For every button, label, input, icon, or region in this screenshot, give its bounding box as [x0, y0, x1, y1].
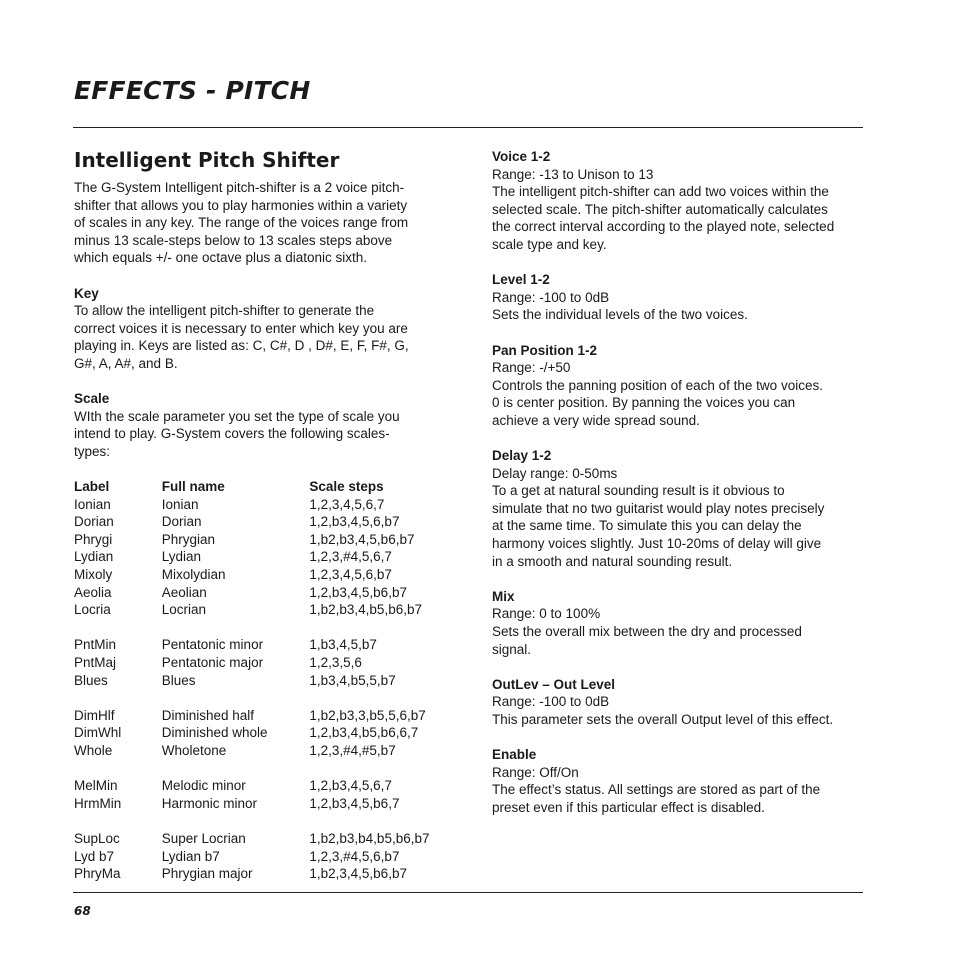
- intro-line: The G-System Intelligent pitch-shifter is a 2 voice pitch-: [74, 180, 405, 195]
- cell-scale-steps: 1,2,3,#4,5,6,b7: [309, 848, 400, 864]
- table-row: [74, 619, 449, 637]
- delay-line: simulate that no two guitarist would play notes precisely: [492, 500, 825, 516]
- level-line: Sets the individual levels of the two voices.: [492, 307, 748, 323]
- voice-line: scale type and key.: [492, 236, 607, 252]
- pan-line: Controls the panning position of each of the two voices.: [492, 377, 823, 393]
- right-column: [492, 148, 872, 817]
- outlev-line: This parameter sets the overall Output level of this effect.: [492, 712, 834, 727]
- cell-label: Whole: [74, 743, 113, 758]
- enable-line: preset even if this particular effect is disabled.: [492, 799, 765, 815]
- cell-scale-steps: [309, 689, 449, 707]
- scale-heading: Scale: [74, 391, 110, 407]
- cell-scale-steps: 1,b3,4,5,b7: [309, 637, 377, 653]
- cell-scale-steps: 1,b2,3,4,5,b6,b7: [309, 866, 407, 882]
- cell-label: Phrygi: [74, 531, 113, 547]
- table-row: [74, 742, 449, 760]
- table-row: [74, 865, 449, 883]
- cell-scale-steps: 1,2,b3,4,b5,b6,6,7: [309, 725, 419, 741]
- scale-table: [74, 478, 449, 883]
- cell-full-name: Mixolydian: [161, 567, 226, 583]
- outlev-line: Range: -100 to 0dB: [492, 694, 610, 710]
- mix-line: signal.: [492, 641, 532, 657]
- cell-scale-steps: [309, 812, 449, 830]
- cell-full-name: Phrygian major: [161, 866, 253, 882]
- cell-full-name: Diminished half: [161, 707, 255, 723]
- cell-label: PhryMa: [74, 866, 121, 882]
- intro-paragraph: [74, 179, 449, 267]
- key-line: correct voices it is necessary to enter which key you are: [74, 320, 408, 336]
- cell-full-name: Lydian b7: [161, 848, 220, 864]
- cell-full-name: [162, 689, 310, 707]
- key-heading: Key: [74, 285, 99, 301]
- cell-full-name: Melodic minor: [161, 778, 246, 794]
- table-row: [74, 636, 449, 654]
- voice-line: Range: -13 to Unison to 13: [492, 166, 654, 182]
- outlev-section: [492, 676, 872, 729]
- cell-full-name: [162, 760, 310, 778]
- voice-line: selected scale. The pitch-shifter automatically calculates: [492, 201, 828, 217]
- header-label: Label: [74, 479, 110, 495]
- cell-full-name: Ionian: [161, 496, 199, 512]
- mix-line: Range: 0 to 100%: [492, 606, 601, 622]
- mix-heading: Mix: [492, 588, 515, 604]
- cell-label: [74, 619, 162, 637]
- cell-full-name: Harmonic minor: [161, 795, 258, 811]
- cell-scale-steps: 1,2,3,4,5,6,b7: [309, 567, 392, 583]
- enable-heading: Enable: [492, 747, 537, 763]
- cell-scale-steps: 1,2,b3,4,5,6,7: [309, 778, 392, 794]
- cell-full-name: Super Locrian: [161, 830, 246, 846]
- table-row: [74, 848, 449, 866]
- cell-full-name: [162, 812, 310, 830]
- pan-line: 0 is center position. By panning the voices you can: [492, 395, 796, 411]
- voice-section: [492, 148, 872, 254]
- delay-heading: Delay 1-2: [492, 448, 552, 464]
- header-divider: [73, 127, 863, 128]
- cell-label: [74, 760, 162, 778]
- cell-scale-steps: 1,2,3,4,5,6,7: [309, 496, 385, 512]
- delay-line: To a get at natural sounding result is it obvious to: [492, 483, 785, 499]
- scale-line: intend to play. G-System covers the following scales-: [74, 426, 390, 442]
- header-scale-steps: Scale steps: [309, 479, 384, 495]
- cell-scale-steps: 1,2,3,#4,#5,b7: [309, 743, 396, 758]
- cell-scale-steps: [309, 619, 449, 637]
- delay-line: at the same time. To simulate this you can delay the: [492, 518, 802, 534]
- key-line: To allow the intelligent pitch-shifter to generate the: [74, 303, 375, 319]
- cell-scale-steps: [309, 760, 449, 778]
- cell-full-name: Aeolian: [161, 584, 207, 600]
- mix-section: [492, 588, 872, 658]
- cell-label: HrmMin: [74, 795, 122, 811]
- key-section: [74, 285, 449, 373]
- cell-full-name: Phrygian: [161, 531, 216, 547]
- cell-label: Dorian: [74, 514, 114, 530]
- key-line: G#, A, A#, and B.: [74, 355, 178, 371]
- cell-label: Lydian: [74, 549, 114, 565]
- table-row: [74, 707, 449, 725]
- table-row: [74, 548, 449, 566]
- delay-line: harmony voices slightly. Just 10-20ms of delay will give: [492, 536, 822, 552]
- pan-heading: Pan Position 1-2: [492, 342, 598, 358]
- mix-line: Sets the overall mix between the dry and processed: [492, 624, 802, 640]
- level-heading: Level 1-2: [492, 272, 550, 288]
- table-row: [74, 584, 449, 602]
- cell-scale-steps: 1,2,3,#4,5,6,7: [309, 549, 392, 565]
- table-body: [74, 496, 449, 883]
- table-row: [74, 601, 449, 619]
- voice-heading: Voice 1-2: [492, 149, 551, 164]
- cell-label: DimHlf: [74, 707, 115, 723]
- cell-full-name: Blues: [161, 672, 196, 688]
- cell-full-name: Wholetone: [161, 743, 227, 758]
- table-row: [74, 724, 449, 742]
- delay-line: Delay range: 0-50ms: [492, 465, 618, 481]
- level-line: Range: -100 to 0dB: [492, 289, 610, 305]
- cell-label: Blues: [74, 672, 108, 688]
- intro-line: of scales in any key. The range of the voices range from: [74, 215, 409, 231]
- table-row: [74, 654, 449, 672]
- table-row: [74, 830, 449, 848]
- scale-section: [74, 390, 449, 460]
- table-row: [74, 760, 449, 778]
- section-title: Intelligent Pitch Shifter: [74, 148, 340, 172]
- cell-scale-steps: 1,b2,b3,4,b5,b6,b7: [309, 602, 422, 618]
- table-row: [74, 795, 449, 813]
- cell-full-name: Dorian: [161, 514, 202, 530]
- cell-scale-steps: 1,b2,b3,3,b5,5,6,b7: [309, 707, 426, 723]
- table-row: [74, 672, 449, 690]
- key-line: playing in. Keys are listed as: C, C#, D , D#, E, F, F#, G,: [74, 338, 409, 354]
- table-row: [74, 777, 449, 795]
- cell-label: Locria: [74, 602, 111, 618]
- table-row: [74, 496, 449, 514]
- cell-full-name: Lydian: [161, 549, 202, 565]
- cell-label: MelMin: [74, 778, 118, 794]
- table-row: [74, 689, 449, 707]
- cell-label: SupLoc: [74, 830, 120, 846]
- cell-label: DimWhl: [74, 725, 122, 741]
- cell-label: [74, 812, 162, 830]
- enable-section: [492, 746, 872, 816]
- table-row: [74, 513, 449, 531]
- enable-line: The effect’s status. All settings are stored as part of the: [492, 782, 821, 798]
- cell-scale-steps: 1,2,b3,4,5,b6,b7: [309, 584, 407, 600]
- left-column: [74, 147, 449, 883]
- cell-scale-steps: 1,b2,b3,b4,b5,b6,b7: [309, 830, 430, 846]
- level-section: [492, 271, 872, 324]
- cell-scale-steps: 1,b2,b3,4,5,b6,b7: [309, 531, 415, 547]
- table-row: [74, 531, 449, 549]
- cell-label: PntMin: [74, 637, 117, 653]
- page-title: EFFECTS - PITCH: [74, 76, 311, 105]
- page-number: 68: [74, 904, 91, 918]
- cell-label: Lyd b7: [74, 848, 115, 864]
- table-row: [74, 566, 449, 584]
- cell-full-name: Pentatonic minor: [161, 637, 264, 653]
- intro-line: shifter that allows you to play harmonies within a variety: [74, 197, 408, 213]
- table-header-row: [74, 478, 449, 496]
- voice-line: The intelligent pitch-shifter can add two voices within the: [492, 184, 829, 200]
- header-full-name: Full name: [161, 479, 225, 495]
- pan-section: [492, 342, 872, 430]
- delay-line: in a smooth and natural sounding result.: [492, 553, 733, 569]
- intro-line: minus 13 scale-steps below to 13 scales steps above: [74, 232, 393, 248]
- cell-full-name: Pentatonic major: [161, 655, 264, 671]
- outlev-heading: OutLev – Out Level: [492, 676, 616, 692]
- intro-line: which equals +/- one octave plus a diatonic sixth.: [74, 250, 368, 266]
- delay-section: [492, 447, 872, 570]
- cell-full-name: Diminished whole: [161, 725, 268, 741]
- cell-label: Mixoly: [74, 567, 113, 583]
- cell-full-name: Locrian: [161, 602, 207, 618]
- cell-label: [74, 689, 162, 707]
- cell-label: Aeolia: [74, 584, 112, 600]
- cell-label: PntMaj: [74, 655, 117, 671]
- cell-scale-steps: 1,b3,4,b5,5,b7: [309, 672, 396, 688]
- pan-line: Range: -/+50: [492, 360, 571, 376]
- cell-full-name: [162, 619, 310, 637]
- cell-label: Ionian: [74, 496, 111, 512]
- pan-line: achieve a very wide spread sound.: [492, 412, 700, 428]
- cell-scale-steps: 1,2,b3,4,5,6,b7: [309, 514, 400, 530]
- scale-line: types:: [74, 443, 111, 459]
- enable-line: Range: Off/On: [492, 764, 579, 780]
- cell-scale-steps: 1,2,b3,4,5,b6,7: [309, 795, 400, 811]
- voice-line: the correct interval according to the played note, selected: [492, 219, 835, 235]
- footer-divider: [73, 892, 863, 893]
- cell-scale-steps: 1,2,3,5,6: [309, 655, 362, 671]
- scale-line: WIth the scale parameter you set the type of scale you: [74, 408, 400, 424]
- table-row: [74, 812, 449, 830]
